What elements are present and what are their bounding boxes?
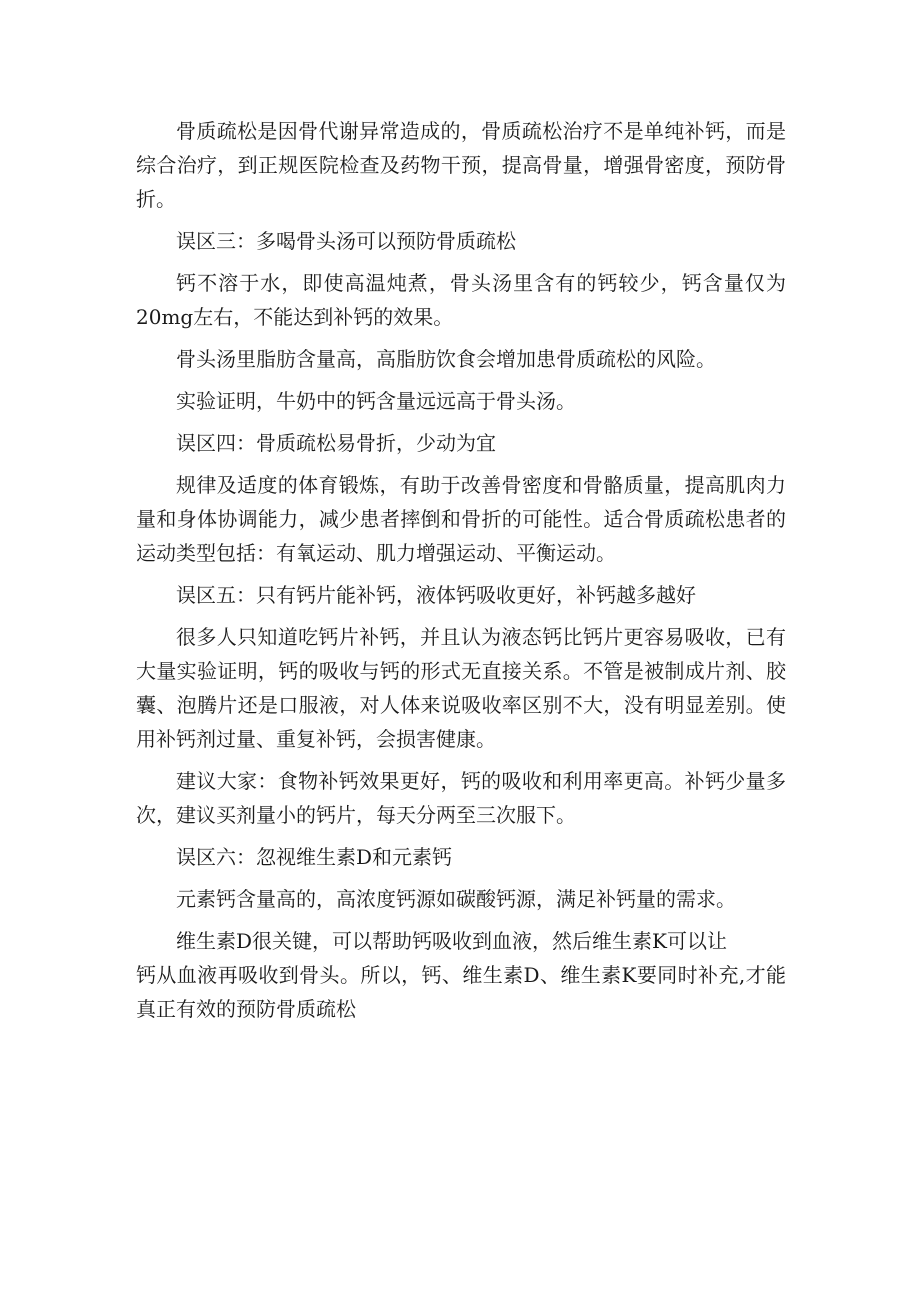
paragraph-treatment: 骨质疏松是因骨代谢异常造成的，骨质疏松治疗不是单纯补钙，而是综合治疗，到正规医院检查及药物干预，提高骨量，增强骨密度，预防骨折。 [136, 119, 786, 211]
paragraph-bone-soup-fat: 骨头汤里脂肪含量高，高脂肪饮食会增加患骨质疏松的风险。 [176, 347, 716, 371]
heading-myth-three: 误区三：多喝骨头汤可以预防骨质疏松 [176, 229, 516, 253]
paragraph-elemental-calcium: 元素钙含量高的，高浓度钙源如碳酸钙源，满足补钙量的需求。 [176, 887, 736, 911]
heading-myth-six: 误区六：忽视维生素D和元素钙 [176, 845, 453, 869]
heading-myth-four: 误区四：骨质疏松易骨折，少动为宜 [176, 431, 496, 455]
paragraph-vitamin-k: 钙从血液再吸收到骨头。所以，钙、维生素D、维生素K要同时补充,才能真正有效的预防骨质疏松 [136, 963, 786, 1021]
heading-myth-five: 误区五：只有钙片能补钙，液体钙吸收更好，补钙越多越好 [176, 583, 696, 607]
paragraph-calcium-tablets: 很多人只知道吃钙片补钙，并且认为液态钙比钙片更容易吸收，已有大量实验证明，钙的吸收与钙的形式无直接关系。不管是被制成片剂、胶囊、泡腾片还是口服液，对人体来说吸收率区别不大，没有明显差别。使用补钙剂过量、重复补钙，会损害健康。 [136, 625, 786, 751]
paragraph-bone-soup-calcium: 钙不溶于水，即使高温炖煮，骨头汤里含有的钙较少，钙含量仅为20mg左右，不能达到补钙的效果。 [136, 271, 786, 329]
paragraph-vitamin-d: 维生素D很关键，可以帮助钙吸收到血液，然后维生素K可以让 [176, 929, 727, 953]
paragraph-exercise: 规律及适度的体育锻炼，有助于改善骨密度和骨骼质量，提高肌肉力量和身体协调能力，减少患者摔倒和骨折的可能性。适合骨质疏松患者的运动类型包括：有氧运动、肌力增强运动、平衡运动。 [136, 473, 786, 565]
paragraph-milk-calcium: 实验证明，牛奶中的钙含量远远高于骨头汤。 [176, 389, 576, 413]
paragraph-suggestion: 建议大家：食物补钙效果更好，钙的吸收和利用率更高。补钙少量多次，建议买剂量小的钙片，每天分两至三次服下。 [136, 769, 786, 827]
document-body [136, 114, 786, 1034]
